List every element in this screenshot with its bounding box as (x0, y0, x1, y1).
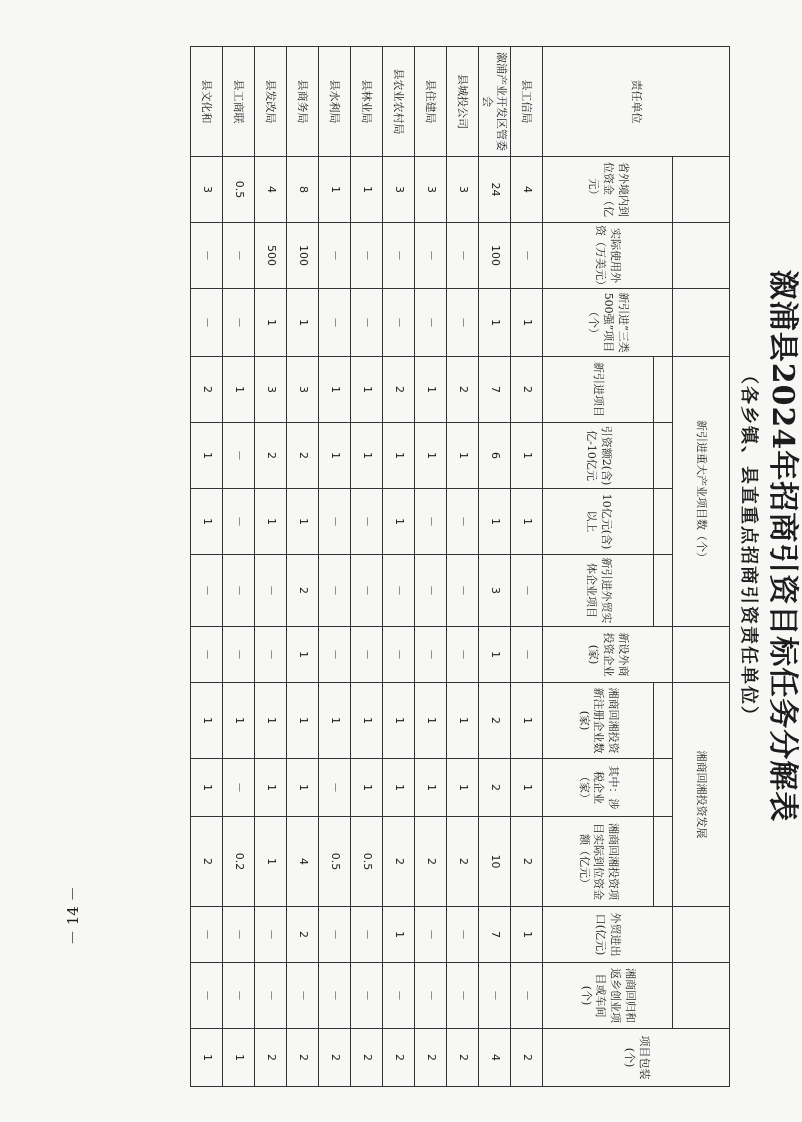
cell-return-projects: － (319, 963, 351, 1029)
cell-top500: － (223, 289, 255, 357)
cell-xs-funds: 0.5 (351, 817, 383, 907)
cell-major-2-10: 1 (351, 423, 383, 489)
table-row (415, 47, 447, 1087)
cell-funds-in: 3 (447, 157, 479, 223)
cell-xs-tax: 2 (479, 759, 511, 817)
table-row (319, 47, 351, 1087)
cell-unit: 县水利局 (319, 47, 351, 157)
header-major-10plus: 10亿元(含)以上 (543, 489, 654, 555)
cell-return-projects: － (223, 963, 255, 1029)
cell-xs-registered: 1 (287, 683, 319, 759)
cell-foreign-trade-projects: － (319, 555, 351, 627)
cell-return-projects: － (511, 963, 543, 1029)
cell-major-10plus: 1 (287, 489, 319, 555)
cell-return-projects: － (351, 963, 383, 1029)
cell-return-projects: － (383, 963, 415, 1029)
cell-foreign-trade-projects: 3 (479, 555, 511, 627)
header-packaged-projects: 项目包装(个) (543, 1029, 730, 1087)
cell-foreign-enterprises: － (255, 627, 287, 683)
cell-top500: 1 (287, 289, 319, 357)
header-blank (673, 157, 730, 223)
header-blank (673, 627, 730, 683)
cell-xs-funds: 0.2 (223, 817, 255, 907)
cell-foreign-capital: 100 (479, 223, 511, 289)
cell-major-2-10: 1 (319, 423, 351, 489)
cell-xs-registered: 2 (479, 683, 511, 759)
header-xs-funds: 湘商回湘投资项目实际到位资金额（亿元） (543, 817, 654, 907)
cell-return-projects: － (479, 963, 511, 1029)
cell-xs-registered: 1 (415, 683, 447, 759)
cell-major-new: 1 (223, 357, 255, 423)
cell-xs-funds: 2 (447, 817, 479, 907)
cell-packaged-projects: 1 (191, 1029, 223, 1087)
cell-xs-registered: 1 (255, 683, 287, 759)
table-row (479, 47, 511, 1087)
cell-top500: 1 (479, 289, 511, 357)
cell-import-export: 1 (511, 907, 543, 963)
cell-xs-registered: 1 (351, 683, 383, 759)
cell-foreign-enterprises: 1 (479, 627, 511, 683)
cell-xs-registered: 1 (511, 683, 543, 759)
cell-top500: － (415, 289, 447, 357)
cell-xs-funds: 2 (511, 817, 543, 907)
cell-foreign-capital: 100 (287, 223, 319, 289)
cell-import-export: － (223, 907, 255, 963)
header-foreign-enterprises: 新设外商投资企业(家) (543, 627, 673, 683)
cell-foreign-trade-projects: － (511, 555, 543, 627)
cell-major-10plus: 1 (255, 489, 287, 555)
cell-xs-tax: 1 (383, 759, 415, 817)
table-row (511, 47, 543, 1087)
cell-major-2-10: 1 (415, 423, 447, 489)
cell-foreign-trade-projects: － (351, 555, 383, 627)
cell-major-2-10: 2 (255, 423, 287, 489)
cell-unit: 县住建局 (415, 47, 447, 157)
cell-xs-tax: 1 (191, 759, 223, 817)
header-xs-tax: 其中：涉税企业（家） (543, 759, 654, 817)
cell-major-2-10: 1 (191, 423, 223, 489)
cell-xs-tax: 1 (351, 759, 383, 817)
cell-major-10plus: － (223, 489, 255, 555)
cell-major-new: 1 (415, 357, 447, 423)
cell-foreign-enterprises: － (415, 627, 447, 683)
header-import-export: 外贸进出口(亿元) (543, 907, 673, 963)
header-major-new: 新引进项目 (543, 357, 654, 423)
cell-unit: 县农业农村局 (383, 47, 415, 157)
cell-foreign-trade-projects: － (415, 555, 447, 627)
cell-import-export: － (319, 907, 351, 963)
cell-packaged-projects: 2 (383, 1029, 415, 1087)
cell-foreign-trade-projects: － (191, 555, 223, 627)
table-row (447, 47, 479, 1087)
table-row (383, 47, 415, 1087)
cell-import-export: － (447, 907, 479, 963)
header-blank (654, 555, 673, 627)
cell-unit: 县工信局 (511, 47, 543, 157)
cell-foreign-trade-projects: － (383, 555, 415, 627)
cell-foreign-capital: － (511, 223, 543, 289)
cell-major-2-10: 1 (511, 423, 543, 489)
cell-xs-funds: 2 (383, 817, 415, 907)
cell-xs-funds: 2 (415, 817, 447, 907)
cell-major-new: 2 (511, 357, 543, 423)
cell-packaged-projects: 4 (479, 1029, 511, 1087)
table-body (191, 47, 543, 1087)
header-funds-in: 省外境内到位资金（亿元） (543, 157, 673, 223)
table-row (223, 47, 255, 1087)
cell-foreign-capital: － (415, 223, 447, 289)
cell-major-new: 2 (447, 357, 479, 423)
cell-xs-funds: 0.5 (319, 817, 351, 907)
cell-import-export: － (255, 907, 287, 963)
cell-foreign-enterprises: － (319, 627, 351, 683)
header-unit: 责任单位 (543, 47, 730, 157)
cell-foreign-capital: － (191, 223, 223, 289)
cell-foreign-trade-projects: － (255, 555, 287, 627)
cell-import-export: 7 (479, 907, 511, 963)
cell-foreign-capital: － (223, 223, 255, 289)
header-blank (654, 817, 673, 907)
cell-xs-funds: 4 (287, 817, 319, 907)
table-row (255, 47, 287, 1087)
cell-xs-tax: 1 (255, 759, 287, 817)
rotated-document (82, 46, 802, 1080)
cell-return-projects: － (447, 963, 479, 1029)
cell-packaged-projects: 1 (223, 1029, 255, 1087)
cell-funds-in: 4 (511, 157, 543, 223)
cell-foreign-enterprises: － (511, 627, 543, 683)
cell-unit: 县文化和 (191, 47, 223, 157)
cell-funds-in: 3 (415, 157, 447, 223)
cell-major-new: 2 (383, 357, 415, 423)
cell-major-10plus: － (351, 489, 383, 555)
cell-top500: － (191, 289, 223, 357)
cell-xs-funds: 2 (191, 817, 223, 907)
cell-foreign-enterprises: 1 (287, 627, 319, 683)
header-top500: 新引进“三类500强”项目（个） (543, 289, 673, 357)
cell-foreign-enterprises: － (383, 627, 415, 683)
cell-foreign-capital: － (383, 223, 415, 289)
cell-xs-registered: 1 (383, 683, 415, 759)
cell-foreign-enterprises: － (351, 627, 383, 683)
cell-foreign-trade-projects: 2 (287, 555, 319, 627)
cell-major-2-10: 1 (383, 423, 415, 489)
cell-xs-tax: 1 (511, 759, 543, 817)
cell-foreign-capital: － (447, 223, 479, 289)
table-row (191, 47, 223, 1087)
cell-return-projects: － (415, 963, 447, 1029)
cell-funds-in: 3 (383, 157, 415, 223)
cell-foreign-trade-projects: － (223, 555, 255, 627)
header-xs-registered: 湘商回湘投资新注册企业数(家) (543, 683, 654, 759)
cell-return-projects: － (287, 963, 319, 1029)
cell-xs-funds: 10 (479, 817, 511, 907)
cell-major-10plus: 1 (383, 489, 415, 555)
cell-top500: － (319, 289, 351, 357)
cell-major-2-10: 2 (287, 423, 319, 489)
cell-unit: 县城投公司 (447, 47, 479, 157)
cell-unit: 县工商联 (223, 47, 255, 157)
cell-foreign-enterprises: － (191, 627, 223, 683)
cell-foreign-capital: － (351, 223, 383, 289)
cell-major-new: 2 (191, 357, 223, 423)
cell-top500: 1 (511, 289, 543, 357)
cell-unit: 溆浦产业开发区管委会 (479, 47, 511, 157)
header-major-2-10: 引资额2(含)亿-10亿元 (543, 423, 654, 489)
cell-major-10plus: 1 (479, 489, 511, 555)
cell-foreign-enterprises: － (447, 627, 479, 683)
cell-major-10plus: － (319, 489, 351, 555)
document-subtitle: （各乡镇、县直重点招商引资责任单位） (738, 366, 759, 726)
cell-xs-registered: 1 (191, 683, 223, 759)
cell-major-10plus: － (415, 489, 447, 555)
cell-foreign-capital: － (319, 223, 351, 289)
cell-foreign-trade-projects: － (447, 555, 479, 627)
cell-packaged-projects: 2 (255, 1029, 287, 1087)
header-blank (654, 759, 673, 817)
cell-import-export: － (415, 907, 447, 963)
header-foreign-capital: 实际使用外资（万美元） (543, 223, 673, 289)
cell-return-projects: － (191, 963, 223, 1029)
cell-funds-in: 4 (255, 157, 287, 223)
cell-packaged-projects: 2 (447, 1029, 479, 1087)
cell-funds-in: 3 (191, 157, 223, 223)
cell-xs-tax: 1 (415, 759, 447, 817)
cell-return-projects: － (255, 963, 287, 1029)
cell-funds-in: 0.5 (223, 157, 255, 223)
cell-xs-tax: － (319, 759, 351, 817)
cell-major-2-10: 1 (447, 423, 479, 489)
cell-major-2-10: 6 (479, 423, 511, 489)
cell-xs-funds: 1 (255, 817, 287, 907)
header-blank (654, 423, 673, 489)
cell-import-export: － (351, 907, 383, 963)
page-number: － 14 － (64, 886, 82, 945)
header-major-group: 新引进重大产业项目数（个） (673, 357, 730, 627)
cell-xs-tax: 1 (447, 759, 479, 817)
cell-major-new: 3 (287, 357, 319, 423)
task-table (190, 46, 730, 1087)
cell-funds-in: 8 (287, 157, 319, 223)
cell-packaged-projects: 2 (287, 1029, 319, 1087)
cell-major-10plus: 1 (191, 489, 223, 555)
header-xiangshang-group: 湘商回湘投资发展 (673, 683, 730, 907)
cell-foreign-enterprises: － (223, 627, 255, 683)
header-blank (654, 683, 673, 759)
cell-major-new: 1 (351, 357, 383, 423)
cell-unit: 县林业局 (351, 47, 383, 157)
cell-xs-registered: 1 (319, 683, 351, 759)
cell-import-export: 1 (383, 907, 415, 963)
document-title: 溆浦县2024年招商引资目标任务分解表 (765, 269, 800, 823)
cell-unit: 县商务局 (287, 47, 319, 157)
cell-packaged-projects: 2 (415, 1029, 447, 1087)
cell-top500: 1 (255, 289, 287, 357)
table-row (351, 47, 383, 1087)
header-blank (654, 357, 673, 423)
table-header (543, 47, 730, 1087)
cell-top500: － (447, 289, 479, 357)
cell-packaged-projects: 2 (319, 1029, 351, 1087)
cell-xs-registered: 1 (223, 683, 255, 759)
cell-major-10plus: 1 (511, 489, 543, 555)
cell-major-new: 1 (319, 357, 351, 423)
cell-funds-in: 24 (479, 157, 511, 223)
cell-major-2-10: － (223, 423, 255, 489)
header-blank (673, 907, 730, 963)
cell-packaged-projects: 2 (351, 1029, 383, 1087)
header-return-projects: 湘商回归和返乡创业项目或车间(个) (543, 963, 673, 1029)
cell-funds-in: 1 (351, 157, 383, 223)
cell-major-10plus: － (447, 489, 479, 555)
header-blank (673, 289, 730, 357)
cell-major-new: 3 (255, 357, 287, 423)
cell-foreign-capital: 500 (255, 223, 287, 289)
cell-import-export: 2 (287, 907, 319, 963)
header-blank (673, 223, 730, 289)
header-blank (673, 963, 730, 1029)
header-blank (654, 489, 673, 555)
cell-top500: － (383, 289, 415, 357)
cell-import-export: － (191, 907, 223, 963)
cell-top500: － (351, 289, 383, 357)
cell-unit: 县发改局 (255, 47, 287, 157)
cell-xs-tax: 1 (287, 759, 319, 817)
cell-packaged-projects: 2 (511, 1029, 543, 1087)
cell-major-new: 7 (479, 357, 511, 423)
cell-funds-in: 1 (319, 157, 351, 223)
header-foreign-trade-projects: 新引进外贸实体企业项目 (543, 555, 654, 627)
table-row (287, 47, 319, 1087)
cell-xs-tax: － (223, 759, 255, 817)
cell-xs-registered: 1 (447, 683, 479, 759)
